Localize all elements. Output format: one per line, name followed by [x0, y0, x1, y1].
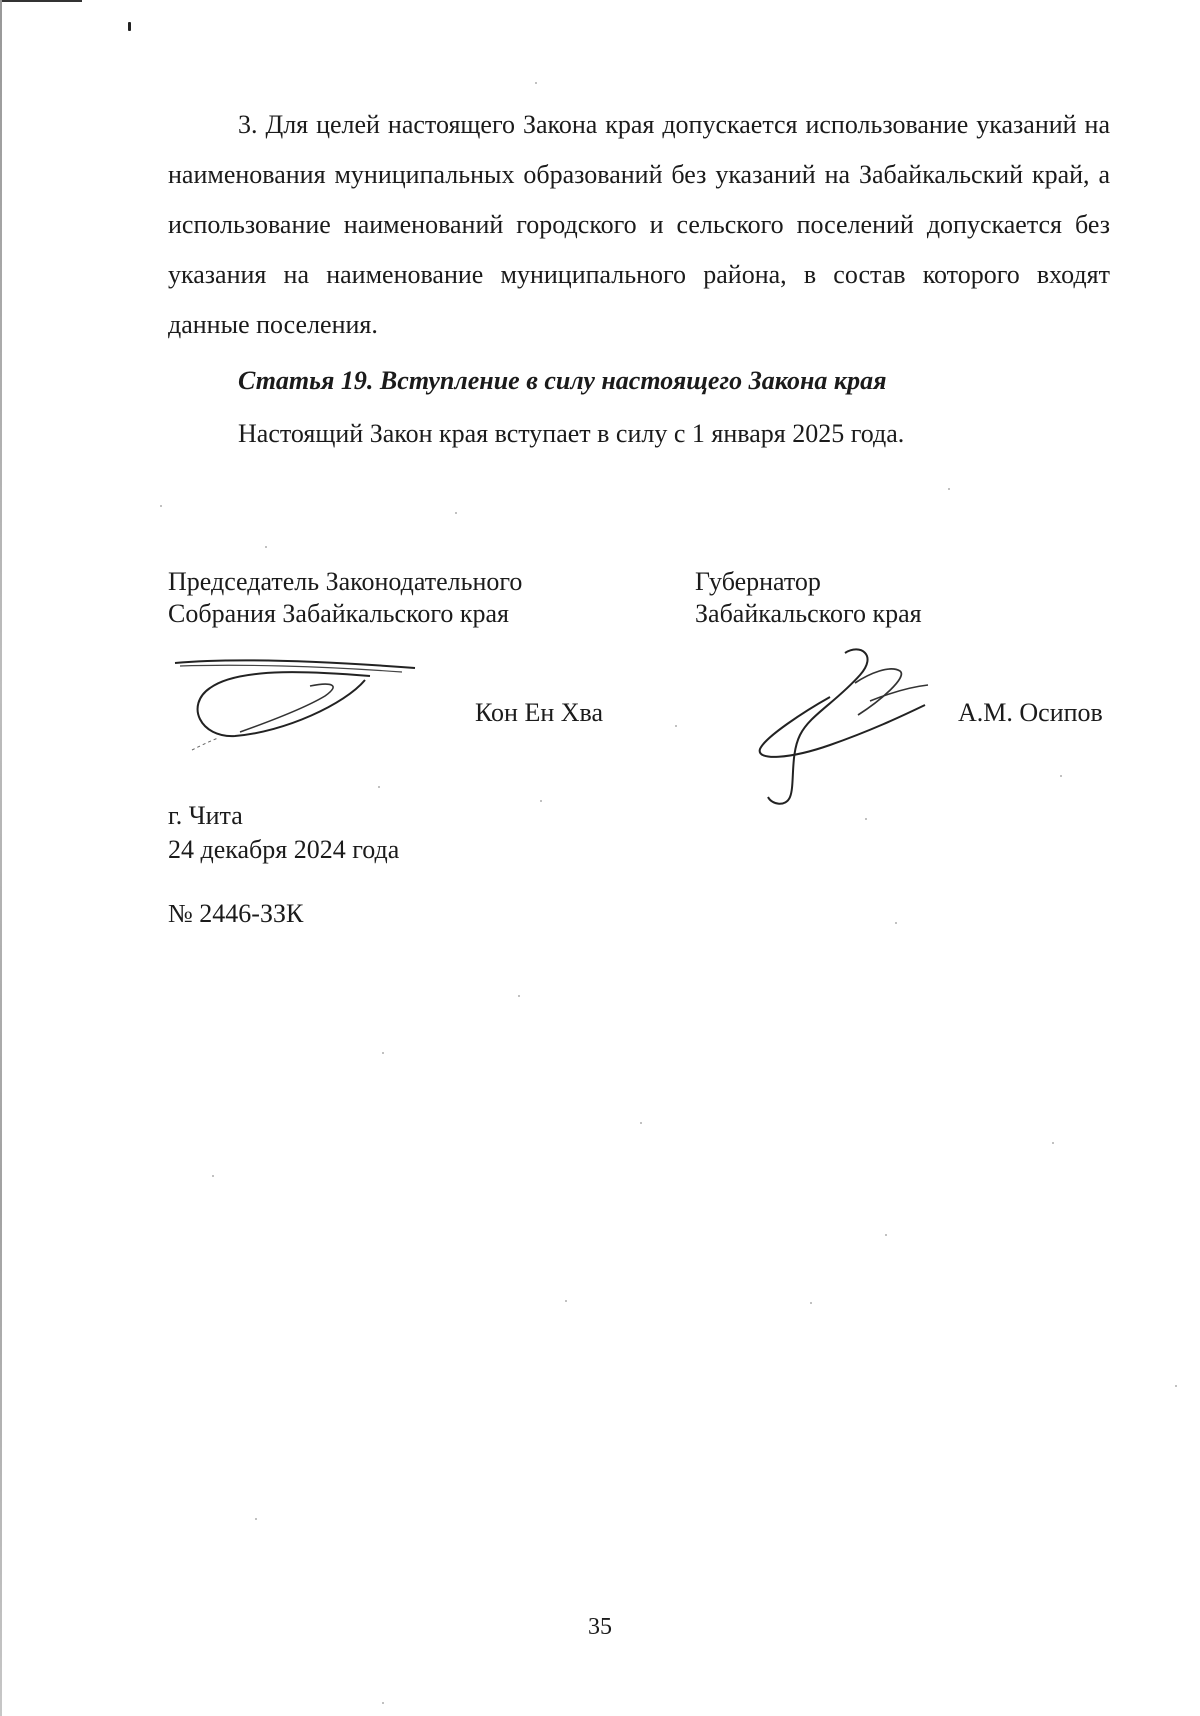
scan-speck [1175, 1385, 1177, 1387]
place: г. Чита [168, 801, 243, 830]
right-signatory-title-line1: Губернатор [695, 567, 821, 596]
scan-speck [382, 1702, 384, 1704]
scan-speck [1052, 1142, 1054, 1144]
scan-speck [212, 1175, 214, 1177]
scan-speck [948, 488, 950, 490]
scan-speck [378, 786, 380, 788]
right-signatory-name: А.М. Осипов [958, 698, 1103, 727]
left-signatory-title-line1: Председатель Законодательного [168, 567, 523, 596]
scan-speck [675, 725, 677, 727]
scan-mark [128, 22, 131, 31]
scan-edge-top [2, 0, 82, 2]
scan-speck [810, 1302, 812, 1304]
scan-speck [640, 1122, 642, 1124]
date: 24 декабря 2024 года [168, 835, 400, 864]
scan-speck [255, 1518, 257, 1520]
scan-speck [160, 505, 162, 507]
paragraph-3: 3. Для целей настоящего Закона края допускается использование указаний на наименования муниципальных образований без указаний на Забайкальский край, а использование наименований городского и сельского поселений допускается без указания на наименование муниципального района, в состав которого входят данные поселения. [168, 110, 1110, 339]
law-number: № 2446-ЗЗК [168, 899, 304, 928]
right-signatory-title-line2: Забайкальского края [695, 599, 922, 628]
right-signature-image [750, 645, 940, 815]
scan-speck [895, 922, 897, 924]
scan-speck [518, 995, 520, 997]
article-text: Настоящий Закон края вступает в силу с 1 января 2025 года. [238, 419, 905, 448]
scan-speck [265, 546, 267, 548]
left-signatory-name: Кон Ен Хва [475, 698, 604, 727]
scan-speck [540, 800, 542, 802]
scan-edge [0, 0, 2, 1716]
left-signatory-title-line2: Собрания Забайкальского края [168, 599, 509, 628]
scan-speck [865, 818, 867, 820]
left-signature-image [170, 650, 430, 760]
scan-speck [455, 512, 457, 514]
scan-speck [535, 82, 537, 84]
scan-speck [565, 1300, 567, 1302]
page-number: 35 [588, 1614, 612, 1640]
article-heading: Статья 19. Вступление в силу настоящего Закона края [238, 366, 887, 395]
scan-speck [1060, 775, 1062, 777]
scan-speck [382, 1052, 384, 1054]
scan-speck [885, 1234, 887, 1236]
